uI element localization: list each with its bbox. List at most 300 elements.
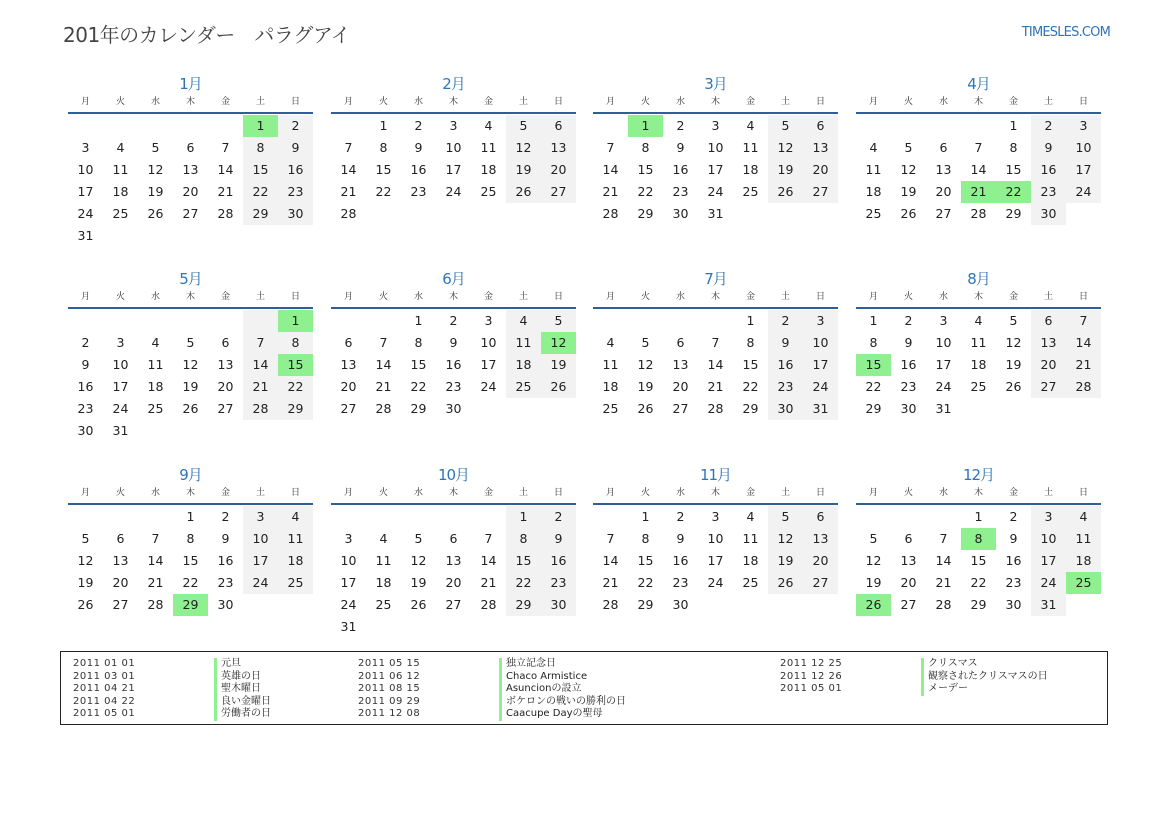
day-cell[interactable]: 25 xyxy=(865,206,882,221)
day-cell[interactable]: 4 xyxy=(606,335,615,350)
day-cell[interactable]: 28 xyxy=(602,597,619,612)
day-cell[interactable]: 27 xyxy=(803,181,838,203)
day-cell[interactable]: 12 xyxy=(410,553,427,568)
day-cell[interactable]: 5 xyxy=(1009,313,1018,328)
holiday-day[interactable]: 1 xyxy=(243,115,278,137)
day-cell[interactable]: 14 xyxy=(970,162,987,177)
day-cell[interactable]: 28 xyxy=(340,206,357,221)
day-cell[interactable]: 1 xyxy=(186,509,195,524)
day-cell[interactable]: 31 xyxy=(707,206,724,221)
day-cell[interactable]: 1 xyxy=(414,313,423,328)
day-cell[interactable]: 20 xyxy=(340,379,357,394)
day-cell[interactable]: 24 xyxy=(1066,181,1101,203)
day-cell[interactable]: 13 xyxy=(1031,332,1066,354)
day-cell[interactable]: 19 xyxy=(77,575,94,590)
day-cell[interactable]: 21 xyxy=(602,575,619,590)
day-cell[interactable]: 19 xyxy=(637,379,654,394)
day-cell[interactable]: 14 xyxy=(480,553,497,568)
day-cell[interactable]: 13 xyxy=(672,357,689,372)
day-cell[interactable]: 2 xyxy=(1009,509,1018,524)
day-cell[interactable]: 28 xyxy=(970,206,987,221)
day-cell[interactable]: 1 xyxy=(746,313,755,328)
day-cell[interactable]: 23 xyxy=(410,184,427,199)
day-cell[interactable]: 17 xyxy=(445,162,462,177)
day-cell[interactable]: 28 xyxy=(217,206,234,221)
day-cell[interactable]: 30 xyxy=(672,206,689,221)
day-cell[interactable]: 22 xyxy=(243,181,278,203)
day-cell[interactable]: 7 xyxy=(221,140,230,155)
day-cell[interactable]: 5 xyxy=(904,140,913,155)
day-cell[interactable]: 13 xyxy=(803,137,838,159)
day-cell[interactable]: 24 xyxy=(803,376,838,398)
day-cell[interactable]: 12 xyxy=(768,528,803,550)
day-cell[interactable]: 9 xyxy=(541,528,576,550)
day-cell[interactable]: 10 xyxy=(445,140,462,155)
day-cell[interactable]: 11 xyxy=(742,531,759,546)
day-cell[interactable]: 17 xyxy=(1066,159,1101,181)
day-cell[interactable]: 4 xyxy=(974,313,983,328)
day-cell[interactable]: 28 xyxy=(243,398,278,420)
day-cell[interactable]: 19 xyxy=(900,184,917,199)
day-cell[interactable]: 10 xyxy=(935,335,952,350)
day-cell[interactable]: 4 xyxy=(379,531,388,546)
day-cell[interactable]: 14 xyxy=(243,354,278,376)
day-cell[interactable]: 22 xyxy=(375,184,392,199)
day-cell[interactable]: 24 xyxy=(480,379,497,394)
day-cell[interactable]: 23 xyxy=(672,184,689,199)
day-cell[interactable]: 5 xyxy=(151,140,160,155)
day-cell[interactable]: 23 xyxy=(1005,575,1022,590)
day-cell[interactable]: 23 xyxy=(900,379,917,394)
day-cell[interactable]: 19 xyxy=(410,575,427,590)
day-cell[interactable]: 13 xyxy=(112,553,129,568)
day-cell[interactable]: 3 xyxy=(449,118,458,133)
day-cell[interactable]: 8 xyxy=(278,332,313,354)
day-cell[interactable]: 3 xyxy=(711,118,720,133)
day-cell[interactable]: 9 xyxy=(414,140,423,155)
day-cell[interactable]: 20 xyxy=(935,184,952,199)
day-cell[interactable]: 16 xyxy=(217,553,234,568)
day-cell[interactable]: 19 xyxy=(541,354,576,376)
day-cell[interactable]: 9 xyxy=(1009,531,1018,546)
day-cell[interactable]: 11 xyxy=(480,140,497,155)
day-cell[interactable]: 2 xyxy=(541,506,576,528)
day-cell[interactable]: 31 xyxy=(112,423,129,438)
day-cell[interactable]: 10 xyxy=(803,332,838,354)
day-cell[interactable]: 15 xyxy=(637,162,654,177)
day-cell[interactable]: 29 xyxy=(278,398,313,420)
day-cell[interactable]: 18 xyxy=(742,553,759,568)
day-cell[interactable]: 8 xyxy=(641,140,650,155)
day-cell[interactable]: 11 xyxy=(970,335,987,350)
day-cell[interactable]: 30 xyxy=(768,398,803,420)
day-cell[interactable]: 26 xyxy=(77,597,94,612)
day-cell[interactable]: 25 xyxy=(147,401,164,416)
day-cell[interactable]: 14 xyxy=(375,357,392,372)
day-cell[interactable]: 10 xyxy=(1031,528,1066,550)
day-cell[interactable]: 10 xyxy=(340,553,357,568)
day-cell[interactable]: 16 xyxy=(77,379,94,394)
holiday-day[interactable]: 15 xyxy=(278,354,313,376)
day-cell[interactable]: 23 xyxy=(768,376,803,398)
day-cell[interactable]: 17 xyxy=(1031,550,1066,572)
day-cell[interactable]: 9 xyxy=(449,335,458,350)
day-cell[interactable]: 17 xyxy=(707,553,724,568)
day-cell[interactable]: 13 xyxy=(541,137,576,159)
day-cell[interactable]: 12 xyxy=(506,137,541,159)
day-cell[interactable]: 9 xyxy=(81,357,90,372)
day-cell[interactable]: 29 xyxy=(637,597,654,612)
day-cell[interactable]: 28 xyxy=(147,597,164,612)
day-cell[interactable]: 10 xyxy=(243,528,278,550)
day-cell[interactable]: 14 xyxy=(935,553,952,568)
day-cell[interactable]: 26 xyxy=(506,181,541,203)
day-cell[interactable]: 10 xyxy=(480,335,497,350)
day-cell[interactable]: 22 xyxy=(637,575,654,590)
day-cell[interactable]: 2 xyxy=(768,310,803,332)
day-cell[interactable]: 23 xyxy=(217,575,234,590)
day-cell[interactable]: 13 xyxy=(217,357,234,372)
day-cell[interactable]: 10 xyxy=(707,531,724,546)
day-cell[interactable]: 7 xyxy=(939,531,948,546)
day-cell[interactable]: 28 xyxy=(935,597,952,612)
day-cell[interactable]: 18 xyxy=(602,379,619,394)
holiday-day[interactable]: 21 xyxy=(961,181,996,203)
day-cell[interactable]: 4 xyxy=(151,335,160,350)
day-cell[interactable]: 18 xyxy=(970,357,987,372)
day-cell[interactable]: 29 xyxy=(970,597,987,612)
day-cell[interactable]: 25 xyxy=(602,401,619,416)
day-cell[interactable]: 30 xyxy=(77,423,94,438)
day-cell[interactable]: 29 xyxy=(506,594,541,616)
day-cell[interactable]: 6 xyxy=(221,335,230,350)
day-cell[interactable]: 7 xyxy=(484,531,493,546)
day-cell[interactable]: 14 xyxy=(147,553,164,568)
day-cell[interactable]: 20 xyxy=(900,575,917,590)
day-cell[interactable]: 24 xyxy=(1031,572,1066,594)
day-cell[interactable]: 5 xyxy=(869,531,878,546)
day-cell[interactable]: 28 xyxy=(480,597,497,612)
day-cell[interactable]: 3 xyxy=(711,509,720,524)
day-cell[interactable]: 26 xyxy=(768,181,803,203)
day-cell[interactable]: 8 xyxy=(243,137,278,159)
day-cell[interactable]: 16 xyxy=(1005,553,1022,568)
day-cell[interactable]: 28 xyxy=(1066,376,1101,398)
day-cell[interactable]: 9 xyxy=(1031,137,1066,159)
day-cell[interactable]: 17 xyxy=(707,162,724,177)
day-cell[interactable]: 21 xyxy=(602,184,619,199)
day-cell[interactable]: 2 xyxy=(278,115,313,137)
brand-logo[interactable]: TIMESLES.COM xyxy=(1021,25,1110,40)
holiday-day[interactable]: 8 xyxy=(961,528,996,550)
day-cell[interactable]: 31 xyxy=(803,398,838,420)
day-cell[interactable]: 22 xyxy=(865,379,882,394)
day-cell[interactable]: 4 xyxy=(746,509,755,524)
day-cell[interactable]: 30 xyxy=(278,203,313,225)
day-cell[interactable]: 4 xyxy=(278,506,313,528)
day-cell[interactable]: 15 xyxy=(970,553,987,568)
day-cell[interactable]: 30 xyxy=(217,597,234,612)
day-cell[interactable]: 11 xyxy=(1066,528,1101,550)
holiday-day[interactable]: 26 xyxy=(856,594,891,616)
day-cell[interactable]: 16 xyxy=(768,354,803,376)
day-cell[interactable]: 8 xyxy=(641,531,650,546)
day-cell[interactable]: 9 xyxy=(221,531,230,546)
day-cell[interactable]: 20 xyxy=(112,575,129,590)
day-cell[interactable]: 7 xyxy=(711,335,720,350)
holiday-day[interactable]: 29 xyxy=(173,594,208,616)
day-cell[interactable]: 31 xyxy=(340,619,357,634)
day-cell[interactable]: 18 xyxy=(865,184,882,199)
day-cell[interactable]: 19 xyxy=(768,550,803,572)
day-cell[interactable]: 22 xyxy=(278,376,313,398)
day-cell[interactable]: 20 xyxy=(672,379,689,394)
day-cell[interactable]: 16 xyxy=(900,357,917,372)
day-cell[interactable]: 26 xyxy=(410,597,427,612)
day-cell[interactable]: 12 xyxy=(182,357,199,372)
day-cell[interactable]: 22 xyxy=(970,575,987,590)
day-cell[interactable]: 12 xyxy=(637,357,654,372)
day-cell[interactable]: 4 xyxy=(1066,506,1101,528)
day-cell[interactable]: 1 xyxy=(869,313,878,328)
day-cell[interactable]: 20 xyxy=(445,575,462,590)
day-cell[interactable]: 16 xyxy=(541,550,576,572)
day-cell[interactable]: 8 xyxy=(379,140,388,155)
day-cell[interactable]: 15 xyxy=(742,357,759,372)
day-cell[interactable]: 16 xyxy=(410,162,427,177)
day-cell[interactable]: 2 xyxy=(676,509,685,524)
day-cell[interactable]: 12 xyxy=(77,553,94,568)
day-cell[interactable]: 25 xyxy=(742,184,759,199)
day-cell[interactable]: 27 xyxy=(112,597,129,612)
day-cell[interactable]: 23 xyxy=(278,181,313,203)
day-cell[interactable]: 1 xyxy=(379,118,388,133)
day-cell[interactable]: 5 xyxy=(81,531,90,546)
day-cell[interactable]: 27 xyxy=(935,206,952,221)
day-cell[interactable]: 18 xyxy=(480,162,497,177)
day-cell[interactable]: 7 xyxy=(1066,310,1101,332)
day-cell[interactable]: 8 xyxy=(746,335,755,350)
day-cell[interactable]: 17 xyxy=(480,357,497,372)
day-cell[interactable]: 2 xyxy=(81,335,90,350)
day-cell[interactable]: 24 xyxy=(935,379,952,394)
day-cell[interactable]: 17 xyxy=(243,550,278,572)
day-cell[interactable]: 5 xyxy=(414,531,423,546)
day-cell[interactable]: 3 xyxy=(116,335,125,350)
day-cell[interactable]: 21 xyxy=(1066,354,1101,376)
day-cell[interactable]: 2 xyxy=(449,313,458,328)
day-cell[interactable]: 13 xyxy=(935,162,952,177)
day-cell[interactable]: 18 xyxy=(278,550,313,572)
day-cell[interactable]: 12 xyxy=(865,553,882,568)
day-cell[interactable]: 11 xyxy=(278,528,313,550)
day-cell[interactable]: 22 xyxy=(506,572,541,594)
day-cell[interactable]: 6 xyxy=(803,506,838,528)
day-cell[interactable]: 8 xyxy=(1009,140,1018,155)
day-cell[interactable]: 3 xyxy=(81,140,90,155)
day-cell[interactable]: 24 xyxy=(445,184,462,199)
holiday-day[interactable]: 1 xyxy=(628,115,663,137)
day-cell[interactable]: 13 xyxy=(340,357,357,372)
day-cell[interactable]: 11 xyxy=(147,357,164,372)
day-cell[interactable]: 16 xyxy=(672,162,689,177)
day-cell[interactable]: 9 xyxy=(278,137,313,159)
day-cell[interactable]: 19 xyxy=(182,379,199,394)
day-cell[interactable]: 17 xyxy=(340,575,357,590)
day-cell[interactable]: 20 xyxy=(541,159,576,181)
day-cell[interactable]: 28 xyxy=(602,206,619,221)
day-cell[interactable]: 3 xyxy=(939,313,948,328)
day-cell[interactable]: 27 xyxy=(182,206,199,221)
day-cell[interactable]: 6 xyxy=(939,140,948,155)
day-cell[interactable]: 24 xyxy=(243,572,278,594)
day-cell[interactable]: 25 xyxy=(970,379,987,394)
day-cell[interactable]: 27 xyxy=(340,401,357,416)
day-cell[interactable]: 19 xyxy=(768,159,803,181)
day-cell[interactable]: 12 xyxy=(900,162,917,177)
day-cell[interactable]: 29 xyxy=(637,206,654,221)
day-cell[interactable]: 3 xyxy=(1066,115,1101,137)
day-cell[interactable]: 1 xyxy=(974,509,983,524)
day-cell[interactable]: 26 xyxy=(1005,379,1022,394)
day-cell[interactable]: 16 xyxy=(672,553,689,568)
day-cell[interactable]: 27 xyxy=(1031,376,1066,398)
day-cell[interactable]: 13 xyxy=(445,553,462,568)
day-cell[interactable]: 24 xyxy=(77,206,94,221)
day-cell[interactable]: 15 xyxy=(506,550,541,572)
day-cell[interactable]: 5 xyxy=(506,115,541,137)
day-cell[interactable]: 3 xyxy=(1031,506,1066,528)
day-cell[interactable]: 25 xyxy=(506,376,541,398)
day-cell[interactable]: 29 xyxy=(410,401,427,416)
day-cell[interactable]: 30 xyxy=(672,597,689,612)
day-cell[interactable]: 15 xyxy=(243,159,278,181)
day-cell[interactable]: 2 xyxy=(414,118,423,133)
day-cell[interactable]: 29 xyxy=(742,401,759,416)
day-cell[interactable]: 6 xyxy=(676,335,685,350)
day-cell[interactable]: 24 xyxy=(707,575,724,590)
day-cell[interactable]: 26 xyxy=(182,401,199,416)
day-cell[interactable]: 16 xyxy=(278,159,313,181)
day-cell[interactable]: 8 xyxy=(186,531,195,546)
day-cell[interactable]: 7 xyxy=(379,335,388,350)
day-cell[interactable]: 28 xyxy=(707,401,724,416)
day-cell[interactable]: 24 xyxy=(707,184,724,199)
day-cell[interactable]: 8 xyxy=(506,528,541,550)
day-cell[interactable]: 17 xyxy=(77,184,94,199)
day-cell[interactable]: 6 xyxy=(449,531,458,546)
day-cell[interactable]: 15 xyxy=(1005,162,1022,177)
day-cell[interactable]: 2 xyxy=(1031,115,1066,137)
day-cell[interactable]: 21 xyxy=(935,575,952,590)
day-cell[interactable]: 25 xyxy=(112,206,129,221)
day-cell[interactable]: 10 xyxy=(707,140,724,155)
day-cell[interactable]: 21 xyxy=(243,376,278,398)
day-cell[interactable]: 27 xyxy=(217,401,234,416)
day-cell[interactable]: 21 xyxy=(147,575,164,590)
day-cell[interactable]: 6 xyxy=(116,531,125,546)
day-cell[interactable]: 27 xyxy=(445,597,462,612)
day-cell[interactable]: 3 xyxy=(484,313,493,328)
day-cell[interactable]: 7 xyxy=(344,140,353,155)
day-cell[interactable]: 25 xyxy=(375,597,392,612)
day-cell[interactable]: 9 xyxy=(676,531,685,546)
day-cell[interactable]: 14 xyxy=(602,162,619,177)
day-cell[interactable]: 17 xyxy=(112,379,129,394)
day-cell[interactable]: 5 xyxy=(641,335,650,350)
day-cell[interactable]: 13 xyxy=(900,553,917,568)
day-cell[interactable]: 23 xyxy=(445,379,462,394)
day-cell[interactable]: 1 xyxy=(1009,118,1018,133)
day-cell[interactable]: 6 xyxy=(803,115,838,137)
day-cell[interactable]: 7 xyxy=(974,140,983,155)
day-cell[interactable]: 14 xyxy=(602,553,619,568)
day-cell[interactable]: 4 xyxy=(746,118,755,133)
day-cell[interactable]: 24 xyxy=(112,401,129,416)
day-cell[interactable]: 6 xyxy=(344,335,353,350)
day-cell[interactable]: 11 xyxy=(112,162,129,177)
day-cell[interactable]: 7 xyxy=(606,531,615,546)
day-cell[interactable]: 18 xyxy=(742,162,759,177)
day-cell[interactable]: 19 xyxy=(147,184,164,199)
day-cell[interactable]: 7 xyxy=(606,140,615,155)
day-cell[interactable]: 6 xyxy=(541,115,576,137)
day-cell[interactable]: 26 xyxy=(147,206,164,221)
day-cell[interactable]: 19 xyxy=(506,159,541,181)
day-cell[interactable]: 30 xyxy=(445,401,462,416)
day-cell[interactable]: 29 xyxy=(865,401,882,416)
day-cell[interactable]: 18 xyxy=(506,354,541,376)
holiday-day[interactable]: 1 xyxy=(278,310,313,332)
day-cell[interactable]: 12 xyxy=(768,137,803,159)
day-cell[interactable]: 3 xyxy=(243,506,278,528)
day-cell[interactable]: 26 xyxy=(541,376,576,398)
day-cell[interactable]: 30 xyxy=(541,594,576,616)
day-cell[interactable]: 19 xyxy=(865,575,882,590)
day-cell[interactable]: 16 xyxy=(1031,159,1066,181)
day-cell[interactable]: 15 xyxy=(375,162,392,177)
day-cell[interactable]: 14 xyxy=(1066,332,1101,354)
holiday-day[interactable]: 25 xyxy=(1066,572,1101,594)
day-cell[interactable]: 4 xyxy=(484,118,493,133)
day-cell[interactable]: 11 xyxy=(865,162,882,177)
day-cell[interactable]: 4 xyxy=(506,310,541,332)
holiday-day[interactable]: 22 xyxy=(996,181,1031,203)
day-cell[interactable]: 26 xyxy=(900,206,917,221)
day-cell[interactable]: 31 xyxy=(77,228,94,243)
day-cell[interactable]: 30 xyxy=(1005,597,1022,612)
holiday-day[interactable]: 15 xyxy=(856,354,891,376)
day-cell[interactable]: 8 xyxy=(869,335,878,350)
day-cell[interactable]: 20 xyxy=(182,184,199,199)
day-cell[interactable]: 27 xyxy=(900,597,917,612)
day-cell[interactable]: 4 xyxy=(869,140,878,155)
day-cell[interactable]: 23 xyxy=(1031,181,1066,203)
day-cell[interactable]: 4 xyxy=(116,140,125,155)
day-cell[interactable]: 9 xyxy=(904,335,913,350)
day-cell[interactable]: 6 xyxy=(1031,310,1066,332)
day-cell[interactable]: 22 xyxy=(182,575,199,590)
day-cell[interactable]: 18 xyxy=(147,379,164,394)
day-cell[interactable]: 21 xyxy=(375,379,392,394)
day-cell[interactable]: 1 xyxy=(506,506,541,528)
day-cell[interactable]: 22 xyxy=(410,379,427,394)
day-cell[interactable]: 22 xyxy=(742,379,759,394)
day-cell[interactable]: 25 xyxy=(278,572,313,594)
day-cell[interactable]: 29 xyxy=(1005,206,1022,221)
day-cell[interactable]: 12 xyxy=(1005,335,1022,350)
day-cell[interactable]: 16 xyxy=(445,357,462,372)
